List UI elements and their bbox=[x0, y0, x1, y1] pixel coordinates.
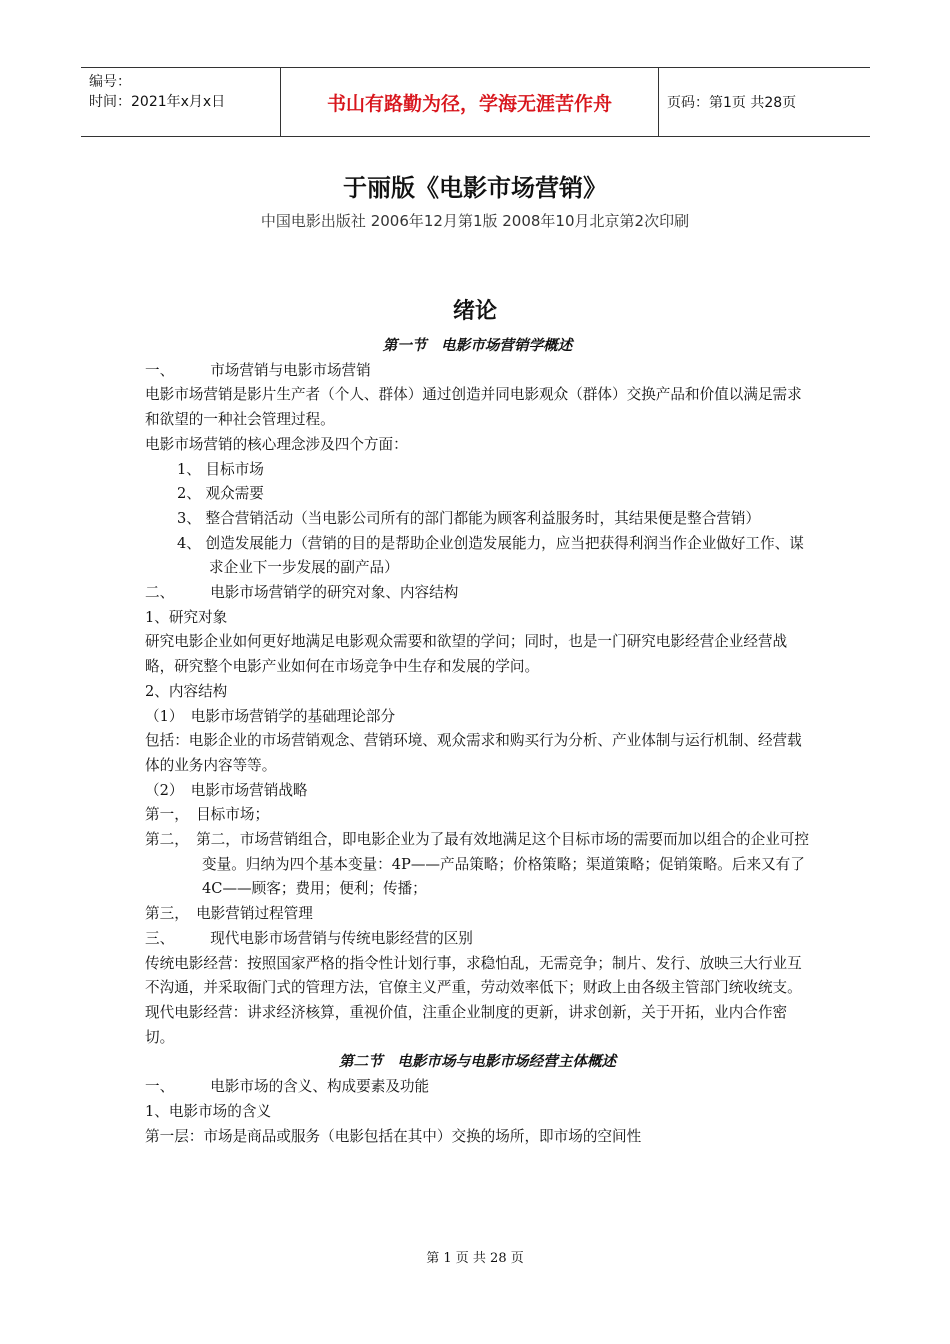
heading-text: 现代电影市场营销与传统电影经营的区别 bbox=[210, 929, 473, 947]
header-meta bbox=[81, 68, 281, 136]
paragraph: 现代电影经营：讲求经济核算，重视价值，注重企业制度的更新，讲求创新，关于开拓，业内合作密切。 bbox=[145, 1003, 788, 1046]
heading-three bbox=[145, 927, 810, 952]
page-header bbox=[81, 67, 870, 137]
heading-two bbox=[145, 581, 810, 606]
paragraph: 第三， 电影营销过程管理 bbox=[145, 905, 313, 923]
paragraph: （2） 电影市场营销战略 bbox=[145, 781, 308, 799]
heading-text: 市场营销与电影市场营销 bbox=[210, 361, 371, 379]
paragraph: 1、电影市场的含义 bbox=[145, 1102, 272, 1120]
paragraph: 第一， 目标市场； bbox=[145, 806, 270, 824]
heading-one bbox=[145, 1075, 810, 1100]
paragraph: （1） 电影市场营销学的基础理论部分 bbox=[145, 707, 396, 725]
section-heading: 第二节 电影市场与电影市场经营主体概述 bbox=[338, 1053, 617, 1071]
number-label: 编号： bbox=[89, 74, 131, 90]
paragraph: 电影市场营销是影片生产者（个人、群体）通过创造并同电影观众（群体）交换产品和价值以满足需求和欲望的一种社会管理过程。 bbox=[145, 386, 802, 429]
paragraph: 传统电影经营：按照国家严格的指令性计划行事，求稳怕乱，无需竞争；制片、发行、放映三大行业互不沟通，并采取衙门式的管理方法，官僚主义严重，劳动效率低下；财政上由各级主管部门统收统支。 bbox=[145, 954, 802, 997]
paragraph: 第一层：市场是商品或服务（电影包括在其中）交换的场所，即市场的空间性 bbox=[145, 1127, 642, 1145]
date-label: 时间：2021年x月x日 bbox=[89, 94, 226, 110]
heading-number: 一、 bbox=[145, 1078, 175, 1096]
chapter-title: 绪论 bbox=[452, 298, 497, 324]
list-item: 3、 整合营销活动（当电影公司所有的部门都能为顾客利益服务时，其结果便是整合营销） bbox=[177, 509, 761, 527]
heading-number: 二、 bbox=[145, 584, 175, 602]
document-title: 于丽版《电影市场营销》 bbox=[343, 174, 607, 202]
paragraph: 第二， 第二，市场营销组合，即电影企业为了最有效地满足这个目标市场的需要而加以组合的企业可控变量。归纳为四个基本变量：4P——产品策略；价格策略；渠道策略；促销策略。后来又有了4C——顾客；费用；便利；传播； bbox=[145, 831, 810, 898]
page-footer: 第 1 页 共 28 页 bbox=[426, 1251, 524, 1266]
section-heading: 第一节 电影市场营销学概述 bbox=[382, 337, 573, 354]
paragraph: 电影市场营销的核心理念涉及四个方面： bbox=[145, 435, 408, 453]
heading-number: 一、 bbox=[145, 361, 175, 379]
document-body bbox=[145, 334, 810, 1149]
paragraph: 1、研究对象 bbox=[145, 608, 228, 626]
list-item: 4、 创造发展能力（营销的目的是帮助企业创造发展能力，应当把获得利润当作企业做好工作、谋求企业下一步发展的副产品） bbox=[177, 534, 804, 577]
list-item: 1、 目标市场 bbox=[177, 460, 264, 478]
paragraph: 2、内容结构 bbox=[145, 682, 228, 700]
publication-info: 中国电影出版社 2006年12月第1版 2008年10月北京第2次印刷 bbox=[260, 212, 690, 230]
paragraph: 研究电影企业如何更好地满足电影观众需要和欲望的学问；同时，也是一门研究电影经营企业经营战略，研究整个电影产业如何在市场竞争中生存和发展的学问。 bbox=[145, 633, 788, 676]
heading-text: 电影市场的含义、构成要素及功能 bbox=[210, 1078, 430, 1096]
motto: 书山有路勤为径，学海无涯苦作舟 bbox=[281, 68, 659, 136]
heading-number: 三、 bbox=[145, 929, 175, 947]
heading-one bbox=[145, 359, 810, 384]
heading-text: 电影市场营销学的研究对象、内容结构 bbox=[210, 584, 459, 602]
list-item: 2、 观众需要 bbox=[177, 485, 264, 503]
paragraph: 包括：电影企业的市场营销观念、营销环境、观众需求和购买行为分析、产业体制与运行机制、经营载体的业务内容等等。 bbox=[145, 732, 802, 774]
page-info: 页码：第1页 共28页 bbox=[667, 95, 797, 111]
